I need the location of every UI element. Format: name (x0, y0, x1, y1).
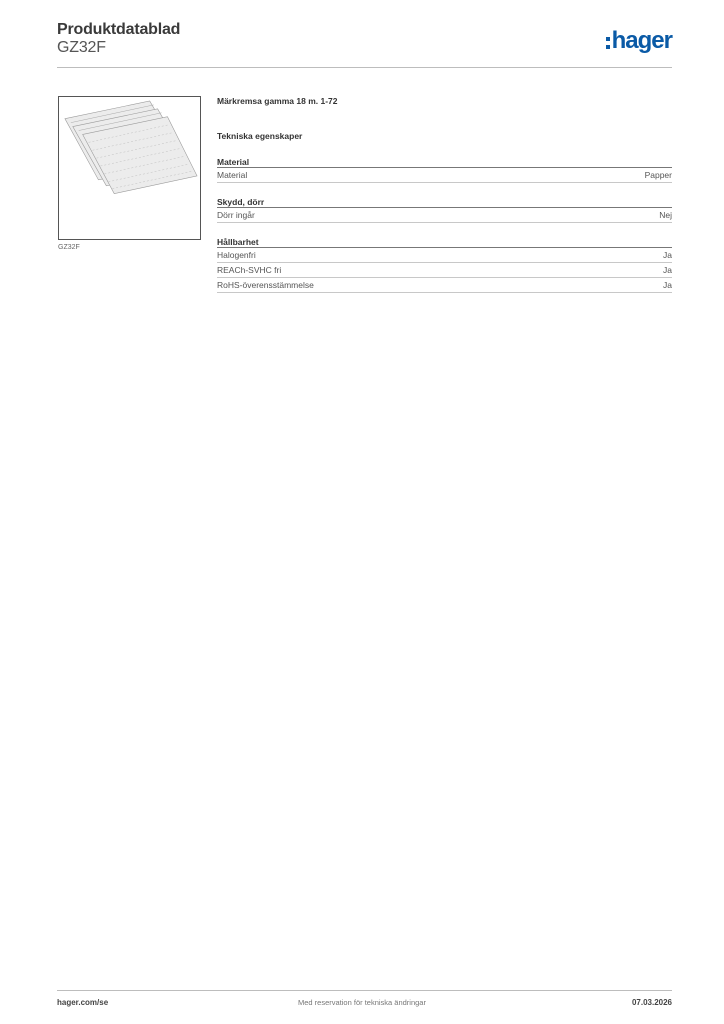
spec-label: Halogenfri (217, 250, 256, 260)
label-strip-sheets-image (58, 96, 201, 240)
footer-divider (57, 990, 672, 991)
spec-value: Ja (663, 280, 672, 290)
spec-label: RoHS-överensstämmelse (217, 280, 314, 290)
spec-value: Ja (663, 265, 672, 275)
product-code: GZ32F (57, 39, 106, 56)
spec-row (217, 208, 672, 223)
logo-mark-icon (606, 37, 610, 49)
spec-row (217, 168, 672, 183)
spec-label: Dörr ingår (217, 210, 255, 220)
header-divider (57, 67, 672, 68)
spec-label: REACh-SVHC fri (217, 265, 282, 275)
spec-group-material (217, 157, 672, 183)
footer-date: 07.03.2026 (631, 998, 672, 1007)
group-title: Skydd, dörr (217, 197, 672, 208)
spec-value: Nej (659, 210, 672, 220)
spec-label: Material (217, 170, 248, 180)
section-heading: Tekniska egenskaper (217, 131, 303, 141)
footer-website: hager.com/se (57, 998, 109, 1007)
image-caption: GZ32F (58, 244, 80, 251)
hager-logo (606, 28, 672, 54)
product-name: Märkremsa gamma 18 m. 1-72 (217, 96, 338, 106)
spec-group-sustainability (217, 237, 672, 293)
footer-disclaimer: Med reservation för tekniska ändringar (298, 998, 426, 1007)
spec-group-door-protection (217, 197, 672, 223)
spec-row (217, 263, 672, 278)
group-title: Hållbarhet (217, 237, 672, 248)
spec-value: Papper (644, 170, 672, 180)
group-title: Material (217, 157, 672, 168)
document-title: Produktdatablad (57, 21, 181, 38)
spec-row (217, 248, 672, 263)
logo-text: hager (611, 27, 672, 54)
spec-row (217, 278, 672, 293)
spec-value: Ja (663, 250, 672, 260)
spec-content (217, 96, 672, 293)
